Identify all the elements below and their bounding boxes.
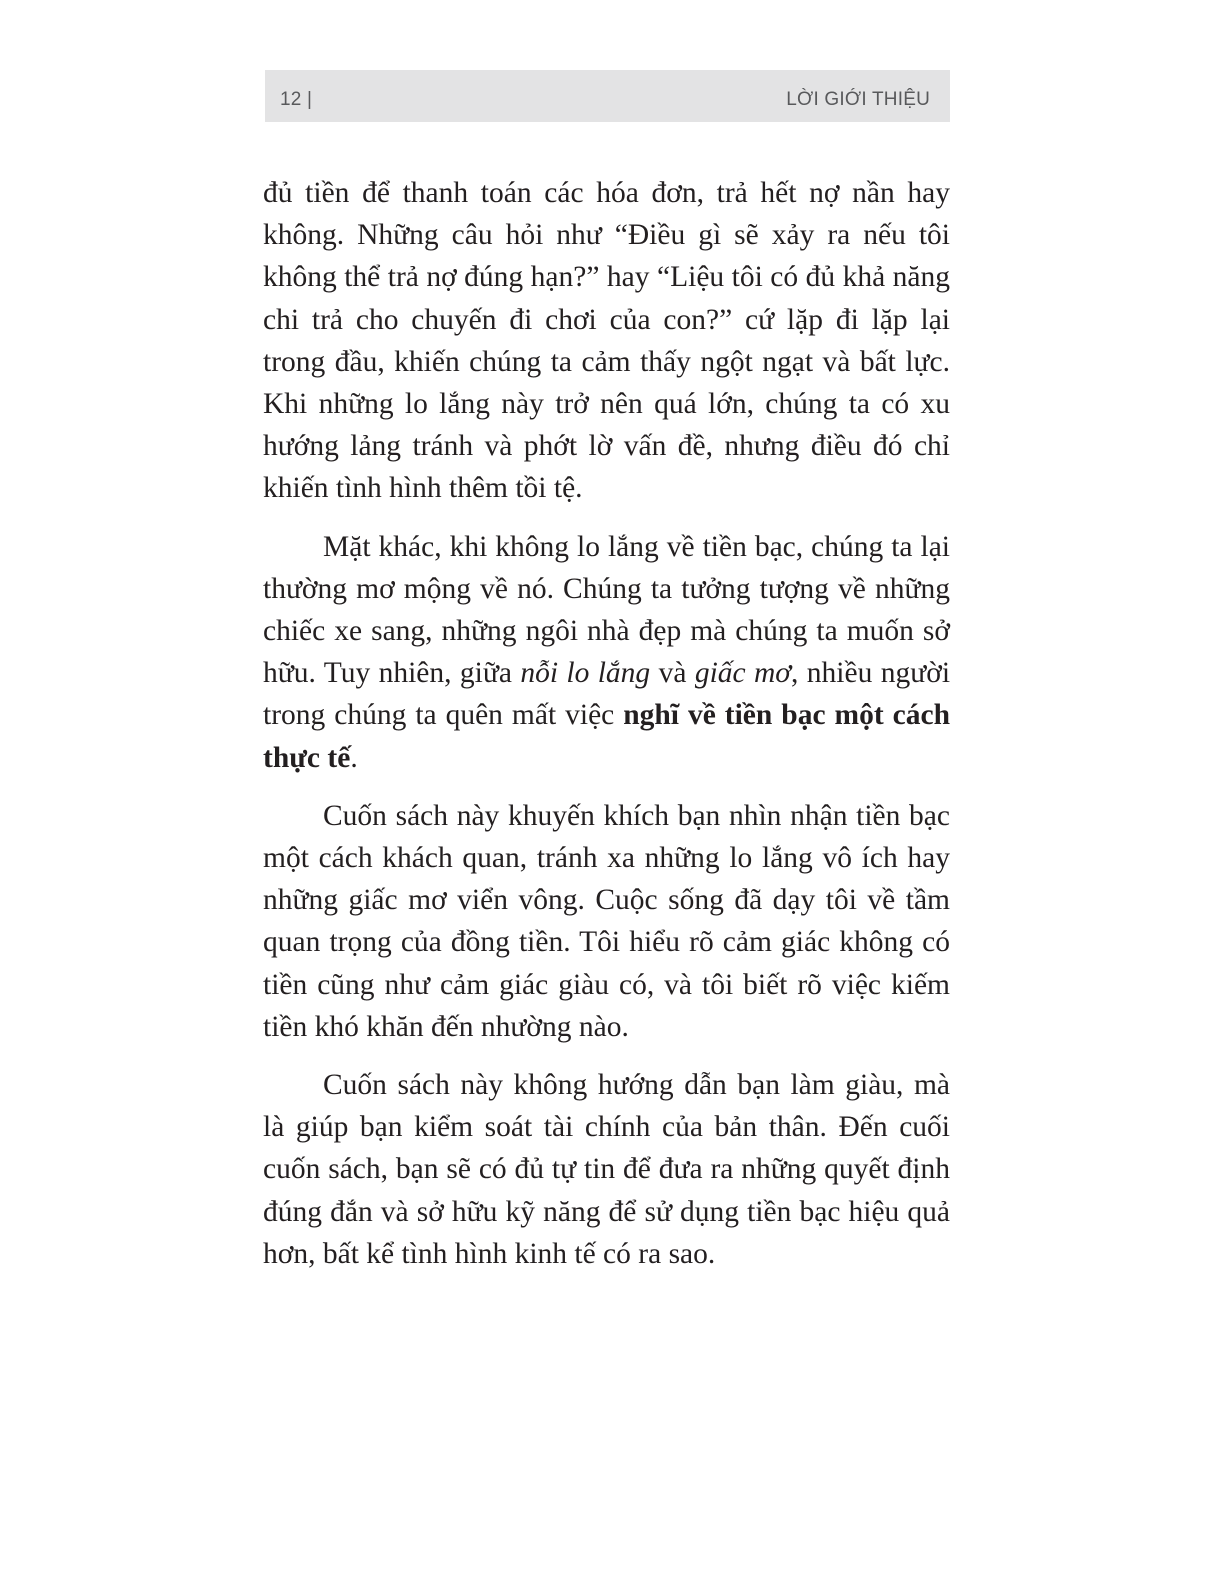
paragraph-text-run: , nhiều người trong chúng ta quên mất việc (263, 657, 951, 732)
running-header (265, 70, 950, 122)
italic-phrase-dream: giấc mơ (694, 657, 792, 690)
paragraph-worry-vs-dream (263, 526, 950, 779)
paragraph-book-purpose: Cuốn sách này khuyến khích bạn nhìn nhận tiền bạc một cách khách quan, tránh xa những lo lắng vô ích hay những giấc mơ viển vông. Cuộc sống đã dạy tôi về tầm quan trọng của đồng tiền. Tôi hiểu rõ cảm giác không có tiền cũng như cảm giác giàu có, và tôi biết rõ việc kiếm tiền khó khăn đến nhường nào. (263, 799, 950, 1043)
bold-phrase-realistic-thinking: nghĩ về tiền bạc một cách thực tế (263, 699, 950, 774)
body-text (263, 172, 950, 1275)
chapter-title: LỜI GIỚI THIỆU (786, 89, 930, 110)
paragraph-continued: đủ tiền để thanh toán các hóa đơn, trả hết nợ nần hay không. Những câu hỏi như “Điều gì sẽ xảy ra nếu tôi không thể trả nợ đúng hạn?” hay “Liệu tôi có đủ khả năng chi trả cho chuyến đi chơi của con?” cứ lặp đi lặp lại trong đầu, khiến chúng ta cảm thấy ngột ngạt và bất lực. Khi những lo lắng này trở nên quá lớn, chúng ta có xu hướng lảng tránh và phớt lờ vấn đề, nhưng điều đó chỉ khiến tình hình thêm tồi tệ. (263, 177, 950, 505)
italic-phrase-worry: nỗi lo lắng (520, 657, 651, 690)
paragraph-book-promise: Cuốn sách này không hướng dẫn bạn làm giàu, mà là giúp bạn kiểm soát tài chính của bản thân. Đến cuối cuốn sách, bạn sẽ có đủ tự tin để đưa ra những quyết định đúng đắn và sở hữu kỹ năng để sử dụng tiền bạc hiệu quả hơn, bất kể tình hình kinh tế có ra sao. (263, 1069, 950, 1270)
paragraph-text-run: . (350, 741, 358, 774)
paragraph-text-run: và (650, 657, 695, 690)
paragraph-text-run: Mặt khác, khi không lo lắng về tiền bạc, chúng ta lại thường mơ mộng về nó. Chúng ta tưởng tượng về những chiếc xe sang, những ngôi nhà đẹp mà chúng ta muốn sở hữu. Tuy nhiên, giữa (263, 530, 950, 690)
page-number: 12 | (280, 89, 313, 110)
